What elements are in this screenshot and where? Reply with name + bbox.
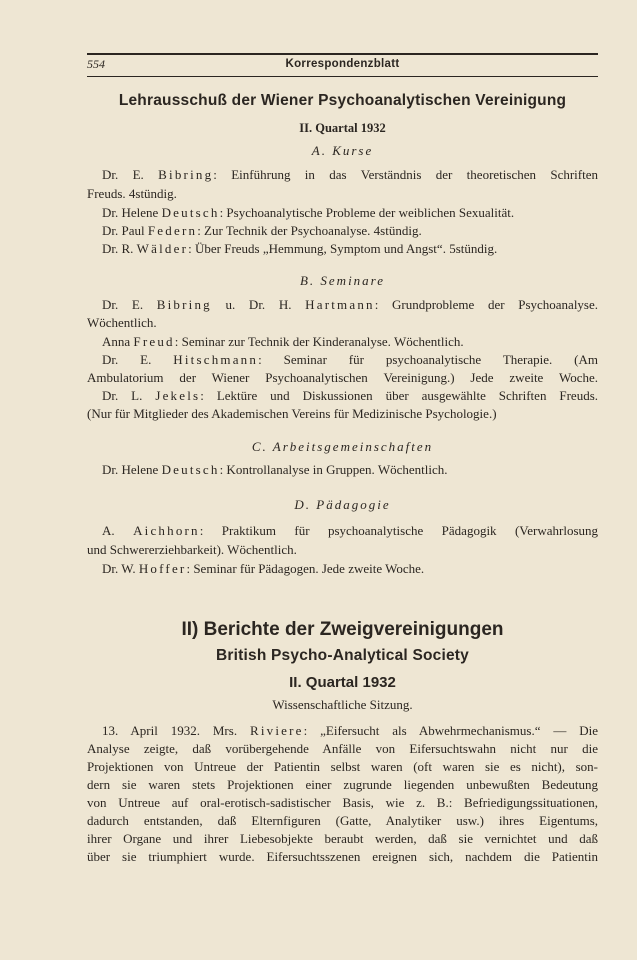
report-line-6: dadurch entstanden, daß Elternfiguren (Gatte, Analytiker usw.) ihres Eigentums, xyxy=(87,813,598,828)
person-name: Federn xyxy=(147,223,198,238)
report-line-3: Projektionen von Untreue der Patientin selbst waren (oft waren sie es nicht), son- xyxy=(87,759,598,774)
page-header xyxy=(87,55,598,77)
person-name: Deutsch xyxy=(161,205,220,220)
report-line-8: über sie triumphiert wurde. Eifersuchtsszenen ereignen sich, nachdem die Patientin xyxy=(87,849,598,864)
report-line-2: Analyse zeigte, daß vorübergehende Anfälle von Eifersuchtswahn nicht nur die xyxy=(87,741,598,756)
heading-seminare: B. Seminare xyxy=(299,273,386,288)
person-name: Hitschmann xyxy=(173,352,259,367)
report-line-5: von Untreue auf oral-erotisch-sadistischer Basis, wie z. B.: Befriedigungssituationen, xyxy=(87,795,598,810)
paedagogie-line-3: Dr. W. Hoffer: Seminar für Pädagogen. Jede zweite Woche. xyxy=(102,561,425,576)
person-name: Aichhorn xyxy=(133,523,200,538)
person-name: Bibring xyxy=(158,167,214,182)
seminare-line-2: Wöchentlich. xyxy=(87,315,157,330)
paedagogie-line-2: und Schwererziehbarkeit). Wöchentlich. xyxy=(87,542,297,557)
seminare-line-1: Dr. E. Bibring u. Dr. H. Hartmann: Grundprobleme der Psychoanalyse. xyxy=(102,297,599,312)
kurse-entry-3: Dr. Paul Federn: Zur Technik der Psychoanalyse. 4stündig. xyxy=(102,223,422,238)
report-line-4: dern sie waren stets Projektionen einer zugrunde liegenden unbewußten Bedeutung xyxy=(87,777,598,792)
person-name: Wälder xyxy=(136,241,189,256)
kurse-entry-4: Dr. R. Wälder: Über Freuds „Hemmung, Symptom und Angst“. 5stündig. xyxy=(102,241,498,256)
person-name: Deutsch xyxy=(161,462,220,477)
kurse-entry-2: Dr. Helene Deutsch: Psychoanalytische Probleme der weiblichen Sexualität. xyxy=(102,205,515,220)
section1-quarter: II. Quartal 1932 xyxy=(299,121,386,135)
person-name: Riviere xyxy=(249,723,304,738)
section2-title: II) Berichte der Zweigvereinigungen xyxy=(181,619,504,640)
running-title: Korrespondenzblatt xyxy=(285,58,400,70)
heading-paedagogie: D. Pädagogie xyxy=(294,497,391,512)
report-line-1: 13. April 1932. Mrs. Riviere: „Eifersucht als Abwehrmechanismus.“ — Die xyxy=(102,723,599,738)
section1-title: Lehrausschuß der Wiener Psychoanalytischen Vereinigung xyxy=(118,92,567,109)
header-rule-bottom xyxy=(87,76,598,77)
seminare-line-5: Ambulatorium der Wiener Psychoanalytischen Vereinigung.) Jede zweite Woche. xyxy=(87,370,598,385)
section2-quarter: II. Quartal 1932 xyxy=(289,674,396,691)
heading-kurse: A. Kurse xyxy=(311,143,374,158)
session-label: Wissenschaftliche Sitzung. xyxy=(272,697,413,712)
person-name: Jekels xyxy=(155,388,201,403)
seminare-line-4: Dr. E. Hitschmann: Seminar für psychoanalytische Therapie. (Am xyxy=(102,352,598,367)
heading-arbeitsgemeinschaften: C. Arbeitsgemeinschaften xyxy=(251,439,434,454)
page-number: 554 xyxy=(87,57,105,71)
kurse-entry-1-cont: Freuds. 4stündig. xyxy=(87,186,177,201)
kurse-entry-1: Dr. E. Bibring: Einführung in das Verständnis der theoretischen Schriften xyxy=(102,167,598,182)
report-line-7: ihrer Organe und ihrer Liebesobjekte beraubt werden, daß sie vernichtet und daß xyxy=(87,831,598,846)
seminare-line-7: (Nur für Mitglieder des Akademischen Vereins für Medizinische Psychologie.) xyxy=(87,406,497,421)
arbeitsgemeinschaften-line-1: Dr. Helene Deutsch: Kontrollanalyse in Gruppen. Wöchentlich. xyxy=(102,462,448,477)
person-name: Bibring xyxy=(156,297,212,312)
person-name: Hoffer xyxy=(138,561,187,576)
paedagogie-line-1: A. Aichhorn: Praktikum für psychoanalytische Pädagogik (Verwahrlosung xyxy=(102,523,599,538)
person-name: Freud xyxy=(133,334,175,349)
society-title: British Psycho-Analytical Society xyxy=(216,647,469,664)
seminare-line-6: Dr. L. Jekels: Lektüre und Diskussionen über ausgewählte Schriften Freuds. xyxy=(102,388,599,403)
person-name: Hartmann xyxy=(305,297,375,312)
seminare-line-3: Anna Freud: Seminar zur Technik der Kinderanalyse. Wöchentlich. xyxy=(102,334,464,349)
